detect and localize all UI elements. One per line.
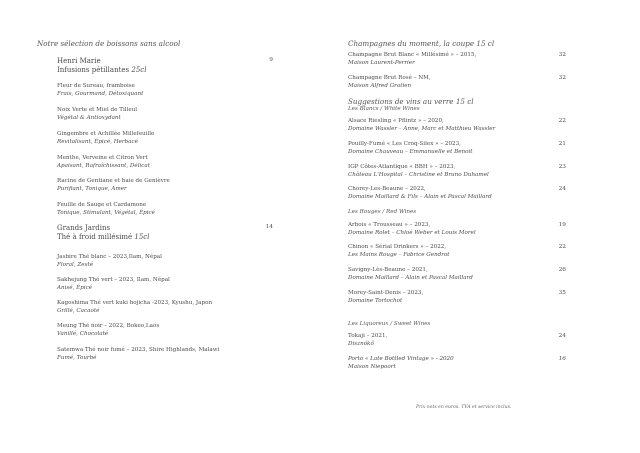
wine-name: Morey-Saint-Denis – 2023, <box>348 290 424 296</box>
item-notes: Frais, Gourmand, Détoxiquant <box>57 90 144 97</box>
wine-producer: Domaine Wassler – Anne, Marc et Matthieu Wassler <box>348 125 496 132</box>
item-notes: Revitalisant, Épicé, Herbacé <box>57 138 138 145</box>
wine-name: Champagne Brut Rosé – NM, <box>348 75 431 81</box>
wine-name: Savigny-Lès-Beaune – 2021, <box>348 267 428 273</box>
item-notes: Vanillé, Chocolaté <box>57 330 109 337</box>
wine-producer: Domaine Rolet – Chloé Weber et Louis Morel <box>348 229 476 236</box>
wine-name: Alsace Riesling « Pflintz » – 2020, <box>348 118 444 124</box>
wine-producer: Disznókő <box>348 340 374 347</box>
subsection-heading: Les Liquoreux / Sweet Wines <box>348 321 431 327</box>
item-name: Kagoshima Thé vert kuki hojicha -2023, Kyushu, Japon <box>57 300 213 306</box>
item-name: Racine de Gentiane et baie de Genièvre <box>57 178 170 184</box>
price: 32 <box>558 75 566 81</box>
item-name: Fleur de Sureau, framboise <box>57 83 135 89</box>
price: 16 <box>558 356 566 362</box>
subsection-heading: Les Rouges / Red Wines <box>348 209 417 215</box>
item-name: Gingembre et Achillée Millefeuille <box>57 131 155 137</box>
wine-producer: Les Mains Rouge – Fabrice Gendrot <box>348 251 450 258</box>
wine-producer: Domaine Tortochot <box>348 297 403 304</box>
item-notes: Anisé, Épicé <box>57 284 93 291</box>
price: 24 <box>558 186 566 192</box>
subsection-heading: Les Blancs / White Wines <box>348 106 420 112</box>
section-heading: Champagnes du moment, la coupe 15 cl <box>348 39 495 48</box>
product-name: Thé à froid millésimé 15cl <box>57 233 150 241</box>
price: 9 <box>269 57 273 63</box>
wine-name: Chorey-Les-Beaune – 2022, <box>348 186 426 192</box>
price: 14 <box>265 224 273 230</box>
item-notes: Apaisant, Rafraîchissant, Délicat <box>57 162 150 169</box>
wine-name: Porto « Late Bottled Vintage » - 2020 <box>348 356 454 362</box>
price: 22 <box>558 118 566 124</box>
item-notes: Fumé, Tourbé <box>57 354 97 361</box>
wine-producer: Maison Laurent-Perrier <box>348 59 415 66</box>
wine-name: Chinon « Sérial Drinkers » – 2022, <box>348 244 447 250</box>
item-notes: Floral, Zesté <box>57 261 94 268</box>
item-name: Menthe, Verveine et Citron Vert <box>57 155 148 161</box>
item-name: Noix Verte et Miel de Tilleul <box>57 107 138 113</box>
wine-producer: Château L'Hospital – Christine et Bruno Duhamel <box>348 171 489 178</box>
serving-size: 15cl <box>132 233 150 241</box>
wine-name: IGP Côtes-Atlantique « BBH » – 2023, <box>348 164 456 170</box>
item-name: Meung Thé noir – 2022, Bokeo,Laos <box>57 323 160 329</box>
item-notes: Grillé, Cacaoté <box>57 307 100 314</box>
price: 24 <box>558 333 566 339</box>
wine-producer: Domaine Chauveau – Emmanuelle et Benoit <box>348 148 473 155</box>
item-notes: Végétal & Antioxydant <box>57 114 121 121</box>
wine-producer: Domaine Maillard & Fils – Alain et Pascal Maillard <box>348 193 492 200</box>
serving-size: 25cl <box>129 66 147 74</box>
item-notes: Tonique, Stimulant, Végétal, Épicé <box>57 209 155 216</box>
product-name: Infusions pétillantes 25cl <box>57 66 147 74</box>
wine-name: Tokaji – 2021, <box>348 333 388 339</box>
item-name: Feuille de Sauge et Cardamone <box>57 202 147 208</box>
wine-name: Champagne Brut Blanc « Millésimé » – 2015, <box>348 52 477 58</box>
wine-producer: Maison Alfred Gratien <box>348 82 412 89</box>
item-name: Jasbire Thé blanc – 2023,Ilam, Népal <box>57 254 162 260</box>
wine-name: Arbois « Trousseau » – 2023, <box>348 222 431 228</box>
price: 35 <box>558 290 566 296</box>
producer-name: Henri Marie <box>57 57 101 65</box>
section-heading: Suggestions de vins au verre 15 cl <box>348 97 474 106</box>
wine-producer: Domaine Maillard – Alain et Pascal Maillard <box>348 274 473 281</box>
price: 23 <box>558 164 566 170</box>
price: 26 <box>558 267 566 273</box>
price: 32 <box>558 52 566 58</box>
item-name: Satemwa Thé noir fumé – 2023, Shire Highlands, Malawi <box>57 347 220 353</box>
section-heading: Notre sélection de boissons sans alcool <box>37 39 181 48</box>
item-notes: Purifiant, Tonique, Amer <box>57 185 127 192</box>
wine-producer: Maison Niepoort <box>348 363 396 370</box>
producer-name: Grands Jardins <box>57 224 111 232</box>
wine-name: Pouilly-Fumé « Les Croq-Silex » – 2023, <box>348 141 461 147</box>
footer-note: Prix nets en euros. TVA et service inclus. <box>416 405 512 410</box>
price: 19 <box>558 222 566 228</box>
price: 22 <box>558 244 566 250</box>
item-name: Sakhejung Thé vert – 2023, Ilam, Népal <box>57 277 170 283</box>
price: 21 <box>558 141 566 147</box>
